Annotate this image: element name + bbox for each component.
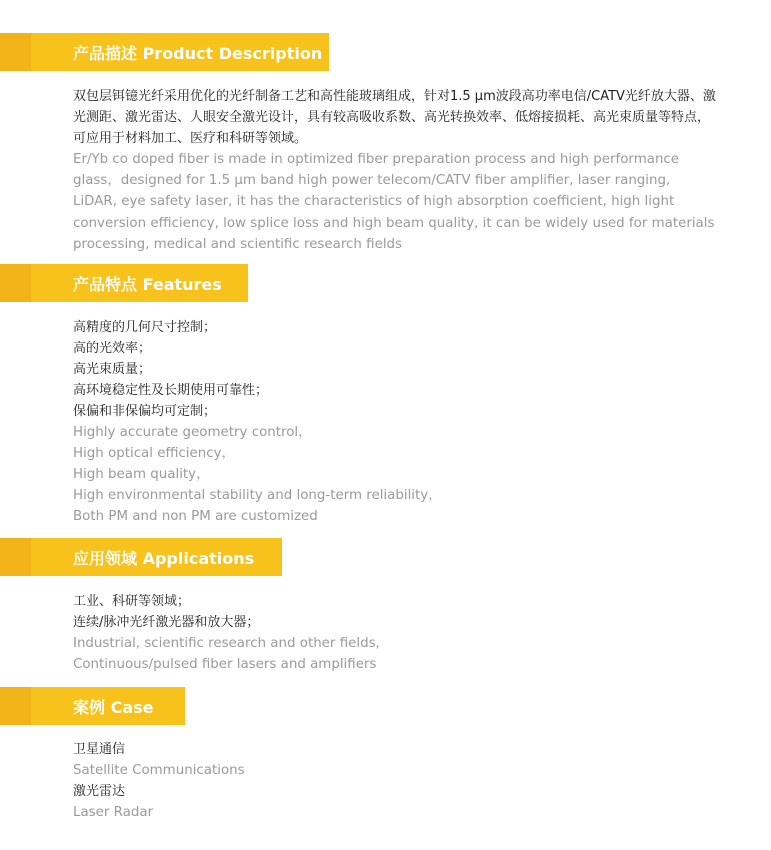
section-title-features: 产品特点 Features	[73, 274, 222, 294]
case-item-en: Satellite Communications	[73, 763, 245, 778]
application-item-en: Continuous/pulsed fiber lasers and amplifiers	[73, 657, 377, 672]
description-zh: 双包层铒镱光纤采用优化的光纤制备工艺和高性能玻璃组成，针对1.5 μm波段高功率电信/CATV光纤放大器、激光测距、激光雷达、人眼安全激光设计，具有较高吸收系数、高光转换效率、低熔接损耗、高光束质量等特点，可应用于材料加工、医疗和科研等领域。	[73, 89, 716, 146]
feature-item-zh: 高环境稳定性及长期使用可靠性；	[73, 383, 269, 398]
application-item-zh: 工业、科研等领域；	[73, 594, 191, 609]
features-content	[73, 317, 733, 527]
feature-item-en: High environmental stability and long-term reliability，	[73, 488, 442, 503]
case-item-zh: 卫星通信	[73, 742, 126, 757]
section-title-description: 产品描述 Product Description	[73, 43, 323, 63]
header-accent-block	[0, 538, 31, 576]
feature-item-en: High optical efficiency，	[73, 446, 235, 461]
header-bar	[31, 687, 185, 725]
header-bar	[31, 264, 248, 302]
section-title-case: 案例 Case	[73, 697, 154, 717]
feature-item-en: Highly accurate geometry control，	[73, 425, 312, 440]
section-title-applications: 应用领域 Applications	[73, 548, 255, 568]
application-item-en: Industrial, scientific research and other fields,	[73, 636, 380, 651]
applications-content	[73, 591, 733, 675]
header-accent-block	[0, 687, 31, 725]
feature-item-en: High beam quality，	[73, 467, 210, 482]
header-bar	[31, 33, 329, 71]
feature-item-zh: 高的光效率；	[73, 341, 152, 356]
case-item-en: Laser Radar	[73, 805, 154, 820]
feature-item-zh: 保偏和非保偏均可定制；	[73, 404, 217, 419]
header-bar	[31, 538, 282, 576]
feature-item-zh: 高光束质量；	[73, 362, 152, 377]
feature-item-zh: 高精度的几何尺寸控制；	[73, 320, 217, 335]
case-content	[73, 739, 733, 823]
description-en: Er/Yb co doped fiber is made in optimized fiber preparation process and high performance glass，designed for 1.5 μm band high power telecom/CATV fiber amplifier, laser ranging, LiDAR, eye safety laser, it has the characteristics of high absorption coefficient, high light conversion efficiency, low splice loss and high beam quality, it can be widely used for materials processing, medical and scientific research fields	[73, 152, 715, 252]
description-content	[73, 86, 718, 255]
feature-item-en: Both PM and non PM are customized	[73, 509, 318, 524]
application-item-zh: 连续/脉冲光纤激光器和放大器；	[73, 615, 260, 630]
header-accent-block	[0, 264, 31, 302]
case-item-zh: 激光雷达	[73, 784, 126, 799]
header-accent-block	[0, 33, 31, 71]
